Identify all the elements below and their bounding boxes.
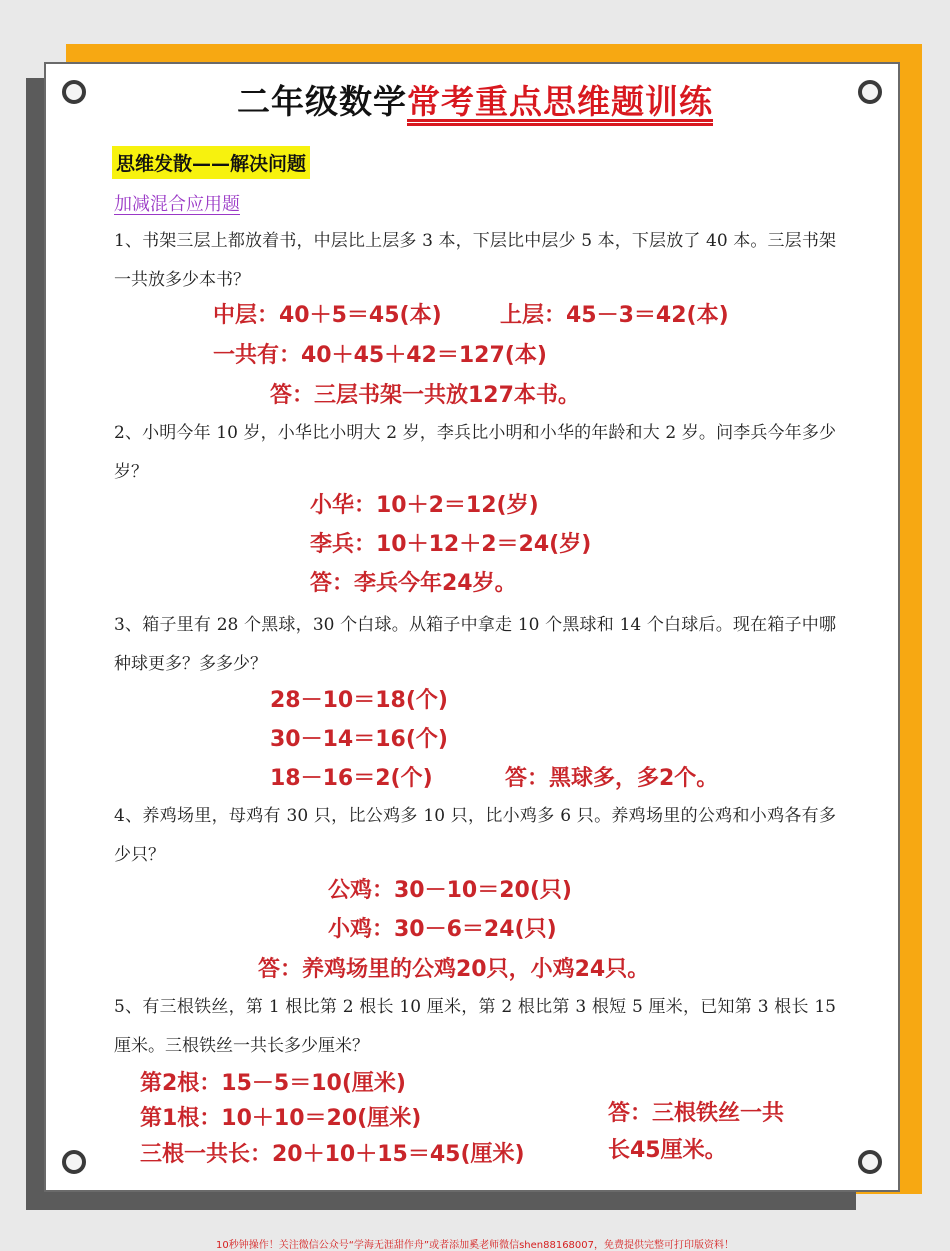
- problem-4-final-answer: 答：养鸡场里的公鸡20只，小鸡24只。: [258, 957, 650, 982]
- problem-5-final-answer: 长45厘米。: [608, 1138, 727, 1163]
- problem-1-answer-line: 中层：40＋5＝45(本): [213, 303, 442, 328]
- problem-3-answer-line: 18－16＝2(个): [270, 766, 433, 791]
- problem-1-answer-line: 上层：45－3＝42(本): [500, 303, 729, 328]
- binder-hole-icon: [62, 1150, 86, 1174]
- problem-2-question: 2、小明今年 10 岁，小华比小明大 2 岁，李兵比小明和小华的年龄和大 2 岁。问李兵今年多少岁？: [114, 423, 836, 482]
- problem-4-answer-line: 公鸡：30－10＝20(只): [328, 878, 572, 903]
- problem-4-question: 4、养鸡场里，母鸡有 30 只，比公鸡多 10 只，比小鸡多 6 只。养鸡场里的公鸡和小鸡各有多少只？: [114, 806, 836, 865]
- problem-3-question: 3、箱子里有 28 个黑球，30 个白球。从箱子中拿走 10 个黑球和 14 个白球后。现在箱子中哪种球更多？多多少？: [114, 615, 836, 674]
- problem-2-answer-line: 小华：10＋2＝12(岁): [310, 493, 539, 518]
- problem-5-answer-line: 第2根：15－5＝10(厘米): [140, 1071, 406, 1096]
- title-highlight: 常考重点思维题训练: [407, 82, 713, 121]
- subsection-heading: 加减混合应用题: [114, 194, 240, 215]
- problem-2-answer-line: 李兵：10＋12＋2＝24(岁): [310, 532, 592, 557]
- problem-3-answer-line: 28－10＝18(个): [270, 688, 448, 713]
- problem-5-question: 5、有三根铁丝，第 1 根比第 2 根长 10 厘米，第 2 根比第 3 根短 5 厘米，已知第 3 根长 15 厘米。三根铁丝一共长多少厘米？: [114, 997, 836, 1056]
- problem-1-question: 1、书架三层上都放着书，中层比上层多 3 本，下层比中层少 5 本，下层放了 40 本。三层书架一共放多少本书？: [114, 231, 836, 290]
- problem-1-final-answer: 答：三层书架一共放127本书。: [270, 383, 580, 408]
- page-title: [0, 76, 950, 123]
- problem-5-answer-line: 三根一共长：20＋10＋15＝45(厘米): [140, 1142, 525, 1167]
- problem-1-answer-line: 一共有：40＋45＋42＝127(本): [213, 343, 547, 368]
- binder-hole-icon: [858, 1150, 882, 1174]
- problem-2-final-answer: 答：李兵今年24岁。: [310, 571, 517, 596]
- section-heading: 思维发散——解决问题: [112, 146, 310, 179]
- footer-note: 10秒钟操作！关注微信公众号“学海无涯甜作舟”或者添加奚老师微信shen88168007，免费提供完整可打印版资料！: [215, 1240, 735, 1251]
- problem-4-answer-line: 小鸡：30－6＝24(只): [328, 917, 557, 942]
- title-main: 二年级数学: [237, 82, 407, 121]
- problem-3-answer-line: 30－14＝16(个): [270, 727, 448, 752]
- problem-3-final-answer: 答：黑球多，多2个。: [505, 766, 719, 791]
- problem-5-answer-line: 第1根：10＋10＝20(厘米): [140, 1106, 422, 1131]
- problem-5-final-answer: 答：三根铁丝一共: [608, 1101, 785, 1126]
